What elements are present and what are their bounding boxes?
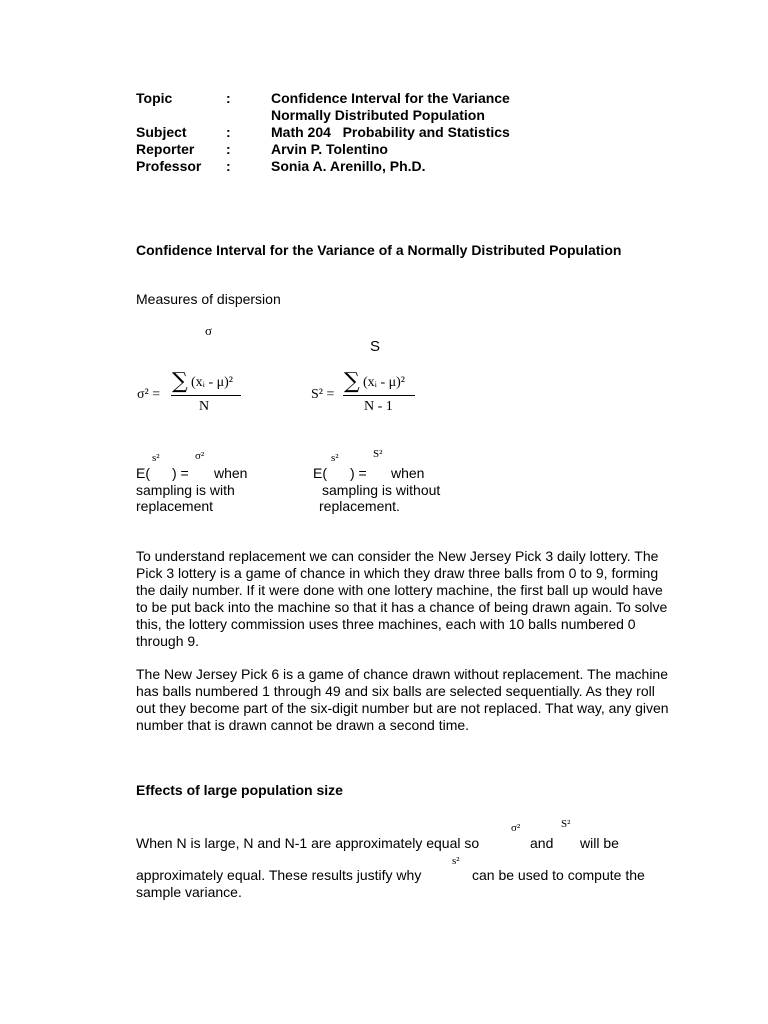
effects-and: and [530,835,554,851]
exp-right-paren-eq: ) = [350,465,367,481]
header-key-reporter: Reporter [136,141,195,157]
exp-right-arg-sup: s² [331,452,339,464]
exp-right-line3: replacement. [319,498,400,514]
effects-line1-b: will be [580,835,619,851]
header-sep-professor: : [226,158,231,174]
sample-formula-sum: ∑ [344,369,360,394]
header-sep-subject: : [226,124,231,140]
exp-left-when: when [214,465,248,481]
exp-right-line2: sampling is without [322,482,441,498]
sigma-symbol: σ [205,323,213,338]
pop-formula-numerator: (xᵢ - μ)² [191,375,233,390]
header-value-reporter: Arvin P. Tolentino [271,141,388,157]
effects-line3: sample variance. [136,884,242,900]
header-sep-topic: : [226,90,231,106]
exp-left-rhs-sup: σ² [195,450,205,462]
header-key-topic: Topic [136,90,173,106]
exp-left-line3: replacement [136,498,214,514]
pop-formula-fraction-bar [171,395,241,396]
effects-line2-a: approximately equal. These results justify why [136,867,422,883]
header-value-professor: Sonia A. Arenillo, Ph.D. [271,158,426,174]
section-title: Confidence Interval for the Variance of a Normally Distributed Population [136,242,622,258]
pop-formula-denominator: N [199,399,210,414]
effects-sigma-sup: σ² [511,822,521,834]
paragraph-pick6: The New Jersey Pick 6 is a game of chance drawn without replacement. The machine has balls numbered 1 through 49 and six balls are selected sequentially. As they roll out they become part of the six-digit number but are not replaced. That way, any given number that is drawn cannot be drawn a second time. [136,666,669,733]
effects-line1-a: When N is large, N and N-1 are approximately equal so [136,835,480,851]
effects-S-sup: S² [561,818,571,830]
exp-right-rhs-sup: S² [373,448,383,460]
exp-left-paren-eq: ) = [172,465,189,481]
pop-formula-lhs: σ² = [137,387,161,402]
effects-line2-b: can be used to compute the [472,867,645,883]
sample-formula-fraction-bar [343,395,415,396]
measures-heading: Measures of dispersion [136,291,281,307]
header-key-professor: Professor [136,158,202,174]
header-value-topic: Confidence Interval for the Variance [271,90,510,106]
header-key-subject: Subject [136,124,187,140]
paragraph-pick3: To understand replacement we can consider the New Jersey Pick 3 daily lottery. The Pick 3 lottery is a game of chance in which they draw three balls from 0 to 9, forming the daily number. If it were done with one lottery machine, the first ball up would have to be put back into the machine so that it has a chance of being drawn again. To solve this, the lottery commission uses three machines, each with 10 balls numbered 0 through 9. [136,548,668,649]
sample-formula-lhs: S² = [311,387,335,402]
sample-formula-denominator: N - 1 [364,399,393,414]
exp-left-prefix: E( [136,465,150,481]
pop-formula-sum: ∑ [172,369,188,394]
exp-right-prefix: E( [313,465,327,481]
sample-formula-numerator: (xᵢ - μ)² [363,375,405,390]
effects-s-sup: s² [452,855,460,867]
exp-right-when: when [391,465,425,481]
header-sep-reporter: : [226,141,231,157]
exp-left-arg-sup: s² [152,452,160,464]
header-value-subject: Math 204 Probability and Statistics [271,124,510,140]
effects-heading: Effects of large population size [136,782,343,798]
exp-left-line2: sampling is with [136,482,235,498]
s-symbol: S [370,338,381,355]
header-value-topic-cont: Normally Distributed Population [271,107,485,123]
